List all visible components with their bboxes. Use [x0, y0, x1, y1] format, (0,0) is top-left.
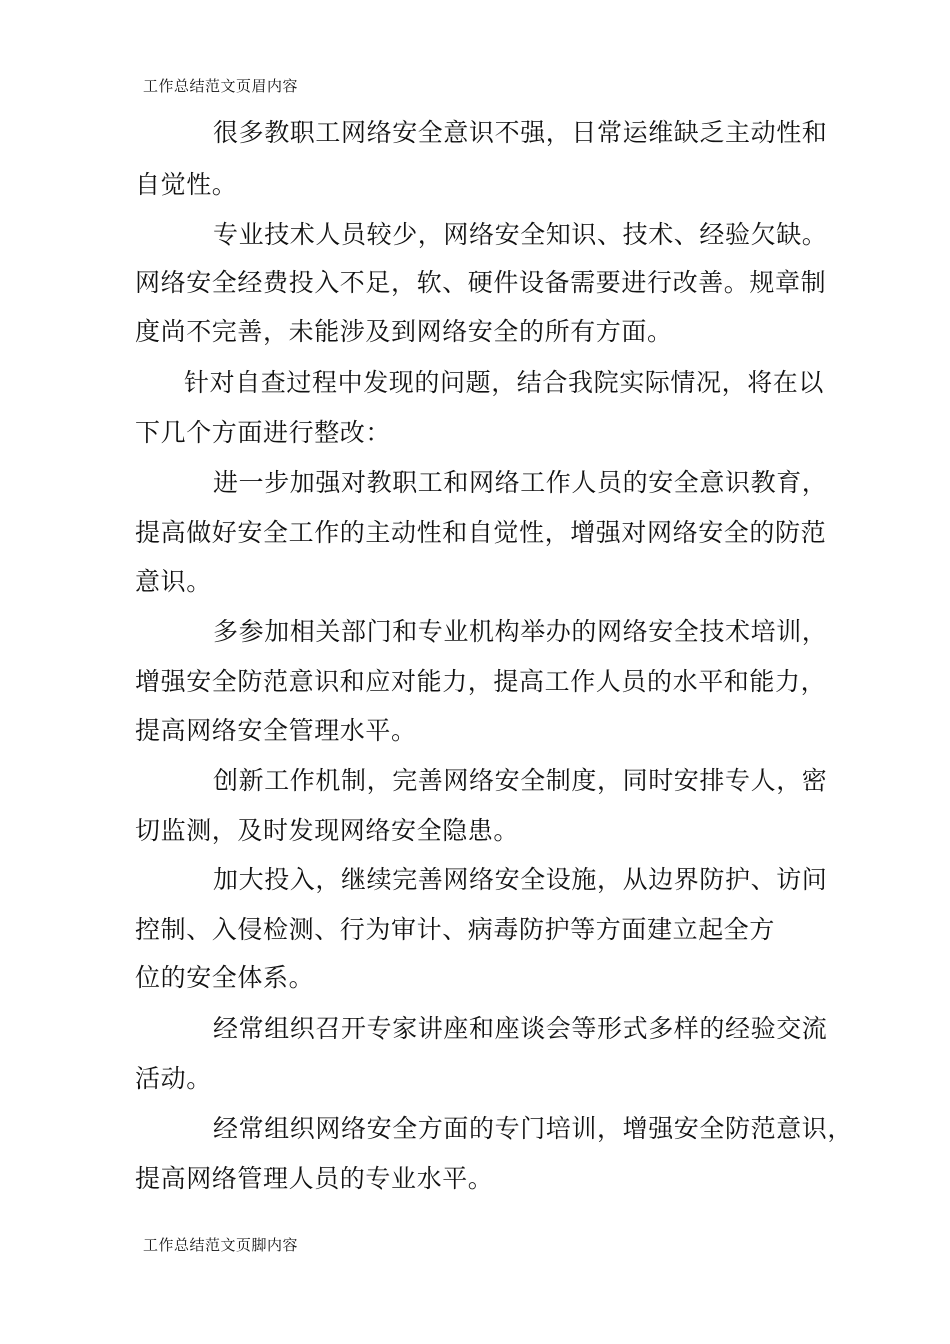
text-line: 活动。 — [135, 1064, 212, 1093]
text-line: 网络安全经费投入不足，软、硬件设备需要进行改善。规章制 — [135, 268, 827, 297]
text-line: 增强安全防范意识和应对能力，提高工作人员的水平和能力， — [135, 667, 827, 696]
text-line: 提高网络安全管理水平。 — [135, 716, 417, 745]
text-line: 针对自查过程中发现的问题，结合我院实际情况，将在以 — [184, 368, 825, 397]
text-line: 加大投入，继续完善网络安全设施，从边界防护、访问 — [213, 865, 828, 894]
text-line: 切监测，及时发现网络安全隐患。 — [135, 816, 520, 845]
text-line: 控制、入侵检测、行为审计、病毒防护等方面建立起全方 — [135, 915, 776, 944]
text-line: 很多教职工网络安全意识不强，日常运维缺乏主动性和 — [213, 118, 828, 147]
text-line: 提高网络管理人员的专业水平。 — [135, 1164, 494, 1193]
text-line: 多参加相关部门和专业机构举办的网络安全技术培训， — [213, 617, 828, 646]
text-line: 进一步加强对教职工和网络工作人员的安全意识教育， — [213, 468, 828, 497]
text-line: 意识。 — [135, 567, 212, 596]
text-line: 度尚不完善，未能涉及到网络安全的所有方面。 — [135, 317, 673, 346]
text-line: 创新工作机制，完善网络安全制度，同时安排专人，密 — [213, 766, 828, 795]
text-line: 位的安全体系。 — [135, 963, 315, 992]
text-line: 自觉性。 — [135, 170, 238, 199]
text-line: 提高做好安全工作的主动性和自觉性，增强对网络安全的防范 — [135, 518, 827, 547]
text-line: 专业技术人员较少，网络安全知识、技术、经验欠缺。 — [213, 220, 828, 249]
text-line: 经常组织网络安全方面的专门培训，增强安全防范意识， — [213, 1114, 854, 1143]
page-footer: 工作总结范文页脚内容 — [143, 1236, 299, 1254]
text-line: 下几个方面进行整改： — [135, 418, 392, 447]
page-header: 工作总结范文页眉内容 — [143, 77, 299, 95]
text-line: 经常组织召开专家讲座和座谈会等形式多样的经验交流 — [213, 1014, 828, 1043]
